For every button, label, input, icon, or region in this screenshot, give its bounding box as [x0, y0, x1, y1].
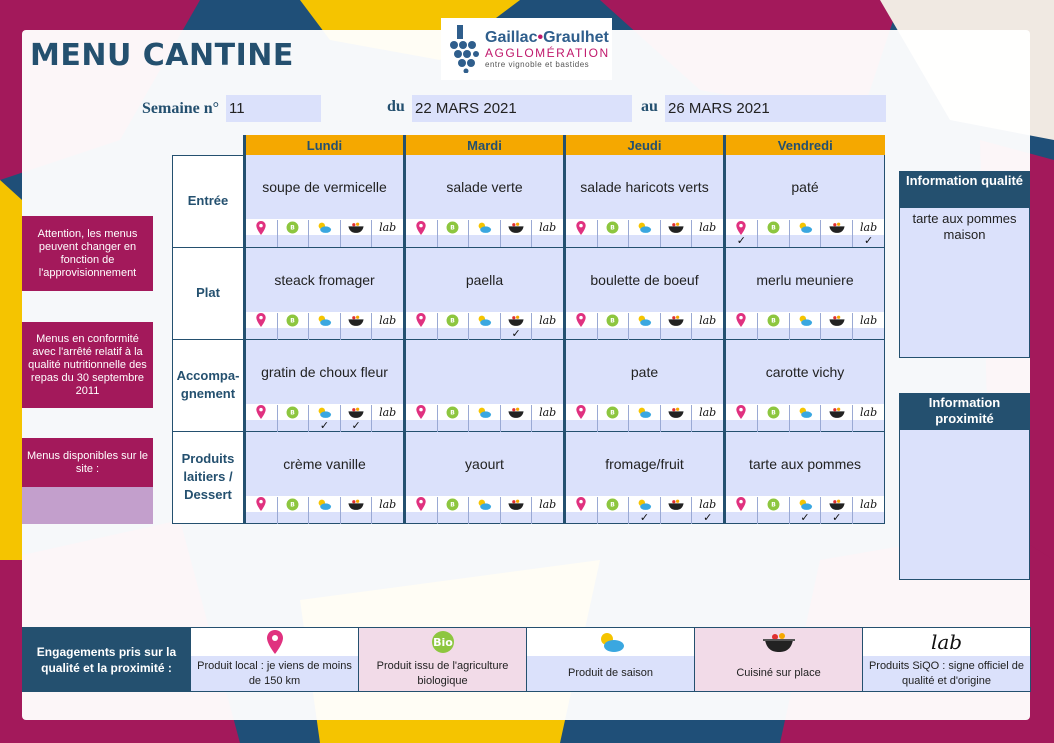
menu-cell[interactable]: [725, 431, 885, 523]
check-box[interactable]: [469, 328, 501, 340]
check-box[interactable]: [853, 420, 884, 432]
check-box[interactable]: ✓: [341, 420, 373, 432]
check-box[interactable]: [469, 512, 501, 524]
check-box[interactable]: [566, 235, 598, 247]
cooking-pot-icon: [763, 630, 795, 654]
from-label: du: [387, 98, 405, 115]
organic-icon: [438, 220, 470, 235]
season-weather-icon: [790, 313, 822, 328]
check-box[interactable]: ✓: [703, 511, 713, 524]
check-box[interactable]: [758, 235, 790, 247]
legend: [191, 627, 1031, 692]
organic-icon: [438, 405, 470, 420]
check-box[interactable]: [629, 328, 661, 340]
location-pin-icon: [406, 405, 438, 420]
label-checks: [406, 512, 563, 524]
label-icons: [406, 404, 563, 420]
cooking-pot-icon: [661, 313, 693, 328]
engagements-title: Engagements pris sur la qualité et la proximité :: [22, 627, 191, 692]
check-box[interactable]: [661, 328, 693, 340]
check-box[interactable]: [726, 420, 758, 432]
label-icons: [726, 219, 884, 235]
label-icons: [246, 312, 403, 328]
check-box[interactable]: [309, 235, 341, 247]
label-icons: [566, 219, 723, 235]
week-label: Semaine n°: [142, 100, 220, 117]
check-box[interactable]: [532, 512, 563, 524]
logo-agglomeration: AGGLOMÉRATION: [485, 45, 610, 60]
logo-name-2: Graulhet: [543, 28, 609, 46]
info-proximity-body[interactable]: [899, 429, 1030, 580]
from-date-field[interactable]: 22 MARS 2021: [412, 95, 632, 122]
check-box[interactable]: [278, 512, 310, 524]
check-box[interactable]: [246, 328, 278, 340]
lab-label-icon: lab: [860, 221, 878, 234]
svg-text:B: B: [290, 224, 296, 232]
label-checks: [726, 328, 884, 340]
check-box[interactable]: [246, 512, 278, 524]
notice-site: Menus disponibles sur le site :: [22, 438, 153, 487]
to-label: au: [641, 98, 658, 115]
week-field[interactable]: 11: [226, 95, 321, 122]
check-box[interactable]: [758, 420, 790, 432]
legend-siqo: lab Produits SiQO : signe officiel de qualité et d'origine: [863, 627, 1031, 692]
lab-label-icon: lab: [860, 497, 878, 511]
check-box[interactable]: [629, 420, 661, 432]
check-box[interactable]: [309, 328, 341, 340]
check-box[interactable]: [758, 512, 790, 524]
check-box[interactable]: [372, 235, 403, 247]
menu-cell[interactable]: [245, 431, 405, 523]
info-quality-body[interactable]: tarte aux pommes maison: [899, 207, 1030, 358]
svg-text:B: B: [290, 501, 296, 509]
location-pin-icon: [726, 313, 758, 328]
check-box[interactable]: [598, 512, 630, 524]
organic-icon: [758, 497, 790, 512]
season-weather-icon: [629, 405, 661, 420]
svg-text:B: B: [770, 224, 776, 232]
svg-text:B: B: [610, 501, 616, 509]
check-box[interactable]: ✓: [309, 420, 341, 432]
label-icons: [406, 219, 563, 235]
cooking-pot-icon: [341, 313, 373, 328]
check-box[interactable]: [309, 512, 341, 524]
season-weather-icon: [629, 497, 661, 512]
check-box[interactable]: [532, 328, 563, 340]
gaillac-graulhet-logo: Gaillac•Graulhet AGGLOMÉRATION entre vignoble et bastides: [441, 18, 612, 80]
cooking-pot-icon: [661, 220, 693, 235]
cooking-pot-icon: [341, 405, 373, 420]
dish-name: gratin de choux fleur: [261, 363, 388, 380]
check-box[interactable]: [790, 235, 822, 247]
location-pin-icon: [406, 313, 438, 328]
season-weather-icon: [596, 630, 626, 654]
day-header: Jeudi: [565, 135, 725, 155]
label-checks: [246, 420, 403, 432]
season-weather-icon: [629, 220, 661, 235]
dish-name: boulette de boeuf: [590, 271, 699, 288]
legend-cooked: Cuisiné sur place: [695, 627, 863, 692]
lab-label-icon: lab: [539, 221, 557, 234]
lab-label-icon: lab: [860, 313, 878, 327]
check-box[interactable]: [790, 420, 822, 432]
location-pin-icon: [566, 220, 598, 235]
location-pin-icon: [566, 497, 598, 512]
organic-icon: [758, 313, 790, 328]
menu-cell[interactable]: [405, 247, 565, 339]
organic-icon: [278, 497, 310, 512]
menu-cell[interactable]: [245, 339, 405, 431]
check-box[interactable]: [501, 512, 533, 524]
dish-name: [406, 340, 563, 404]
label-checks: [246, 512, 403, 524]
location-pin-icon: [726, 405, 758, 420]
location-pin-icon: [246, 497, 278, 512]
cooking-pot-icon: [501, 405, 533, 420]
check-box[interactable]: ✓: [629, 512, 661, 524]
menu-cell[interactable]: [565, 339, 725, 431]
label-checks: [246, 235, 403, 247]
organic-icon: [598, 220, 630, 235]
cooking-pot-icon: [501, 313, 533, 328]
label-icons: [726, 312, 884, 328]
course-label: Entrée: [173, 155, 245, 247]
menu-cell[interactable]: [725, 339, 885, 431]
day-header: Vendredi: [725, 135, 885, 155]
dish-name: crème vanille: [283, 455, 366, 472]
check-box[interactable]: [853, 512, 884, 524]
check-box[interactable]: [598, 235, 630, 247]
check-box[interactable]: [406, 328, 438, 340]
check-box[interactable]: [438, 512, 470, 524]
lab-label-icon: lab: [699, 221, 717, 234]
course-label: Plat: [173, 247, 245, 339]
check-box[interactable]: [469, 235, 501, 247]
dish-name: soupe de vermicelle: [262, 179, 387, 195]
location-pin-icon: [267, 630, 283, 654]
season-weather-icon: [790, 497, 822, 512]
location-pin-icon: [566, 405, 598, 420]
lab-label-icon: lab: [699, 405, 717, 419]
check-box[interactable]: [821, 328, 853, 340]
lab-label-icon: lab: [699, 313, 717, 327]
check-box[interactable]: [566, 328, 598, 340]
check-box[interactable]: [406, 420, 438, 432]
dish-name: fromage/fruit: [605, 455, 684, 472]
dish-name: pate: [630, 363, 659, 380]
organic-icon: [431, 630, 455, 654]
location-pin-icon: [566, 313, 598, 328]
dish-name: paté: [791, 179, 819, 195]
check-box[interactable]: [598, 420, 630, 432]
check-box[interactable]: [661, 235, 693, 247]
season-weather-icon: [309, 313, 341, 328]
cooking-pot-icon: [821, 220, 853, 235]
organic-icon: [598, 313, 630, 328]
label-checks: [566, 328, 723, 340]
location-pin-icon: [406, 497, 438, 512]
check-box[interactable]: [438, 328, 470, 340]
label-icons: [566, 496, 723, 512]
season-weather-icon: [790, 220, 822, 235]
svg-text:B: B: [610, 317, 616, 325]
dish-name: steack fromager: [274, 271, 375, 288]
lab-label-icon: lab: [539, 405, 557, 419]
check-box[interactable]: [566, 512, 598, 524]
menu-table: [172, 135, 885, 524]
menu-row: [173, 155, 885, 247]
label-checks: [726, 420, 884, 432]
legend-bio: Bio Produit issu de l'agriculture biologique: [359, 627, 527, 692]
svg-text:B: B: [770, 501, 776, 509]
svg-text:B: B: [610, 409, 616, 417]
menu-cell[interactable]: [405, 155, 565, 247]
menu-cell[interactable]: [405, 431, 565, 523]
label-icons: [566, 312, 723, 328]
check-box[interactable]: [821, 420, 853, 432]
menu-cell[interactable]: [565, 247, 725, 339]
organic-icon: [758, 220, 790, 235]
page-title: MENU CANTINE: [30, 38, 294, 73]
lab-label-icon: lab: [379, 313, 397, 327]
check-box[interactable]: [692, 235, 723, 247]
label-icons: [246, 496, 403, 512]
season-weather-icon: [629, 313, 661, 328]
location-pin-icon: [726, 497, 758, 512]
lab-label-icon: lab: [379, 497, 397, 511]
organic-icon: [278, 313, 310, 328]
organic-icon: [598, 497, 630, 512]
dish-name: salade haricots verts: [580, 179, 709, 195]
location-pin-icon: [246, 405, 278, 420]
check-box[interactable]: [341, 512, 373, 524]
check-box[interactable]: [758, 328, 790, 340]
cooking-pot-icon: [341, 497, 373, 512]
check-box[interactable]: [692, 420, 723, 432]
location-pin-icon: [726, 220, 758, 235]
season-weather-icon: [469, 405, 501, 420]
menu-cell[interactable]: [245, 155, 405, 247]
check-box[interactable]: [406, 235, 438, 247]
check-box[interactable]: [341, 235, 373, 247]
check-box[interactable]: [501, 235, 533, 247]
check-box[interactable]: ✓: [821, 512, 853, 524]
organic-icon: [438, 497, 470, 512]
season-weather-icon: [790, 405, 822, 420]
lab-label-icon: lab: [379, 405, 397, 419]
info-quality-title: Information qualité: [899, 171, 1030, 207]
check-box[interactable]: [853, 328, 884, 340]
notice-conformite: Menus en conformité avec l'arrêté relatif à la qualité nutritionnelle des repas du 30 septembre 2011: [22, 322, 153, 408]
cooking-pot-icon: [341, 220, 373, 235]
check-box[interactable]: [821, 235, 853, 247]
label-checks: [726, 235, 884, 247]
menu-row: [173, 339, 885, 431]
check-box[interactable]: [501, 420, 533, 432]
organic-icon: [598, 405, 630, 420]
label-icons: [246, 404, 403, 420]
check-box[interactable]: ✓: [863, 235, 874, 247]
dish-name: salade verte: [446, 179, 523, 195]
label-checks: [566, 420, 723, 432]
legend-local: Produit local : je viens de moins de 150 km: [191, 627, 359, 692]
cooking-pot-icon: [501, 220, 533, 235]
svg-text:B: B: [770, 409, 776, 417]
check-box[interactable]: [566, 420, 598, 432]
check-box[interactable]: [469, 420, 501, 432]
menu-cell[interactable]: [565, 431, 725, 523]
check-box[interactable]: [661, 420, 693, 432]
organic-icon: [438, 313, 470, 328]
check-box[interactable]: [726, 512, 758, 524]
label-checks: [246, 328, 403, 340]
cooking-pot-icon: [821, 497, 853, 512]
check-box[interactable]: ✓: [790, 512, 822, 524]
label-icons: [726, 496, 884, 512]
label-checks: [406, 328, 563, 340]
check-box[interactable]: [372, 420, 403, 432]
menu-cell[interactable]: [565, 155, 725, 247]
day-header: Lundi: [245, 135, 405, 155]
check-box[interactable]: [246, 420, 278, 432]
menu-row: [173, 431, 885, 523]
info-proximity-title: Information proximité: [899, 393, 1030, 429]
label-icons: [246, 219, 403, 235]
season-weather-icon: [469, 313, 501, 328]
menu-row: [173, 247, 885, 339]
check-box[interactable]: [406, 512, 438, 524]
label-icons: [566, 404, 723, 420]
menu-cell[interactable]: [725, 155, 885, 247]
check-box[interactable]: [598, 328, 630, 340]
check-box[interactable]: [726, 328, 758, 340]
course-label: Produits laitiers / Dessert: [173, 431, 245, 523]
lab-label-icon: lab: [699, 497, 717, 511]
check-box[interactable]: [278, 235, 310, 247]
label-icons: [726, 404, 884, 420]
organic-icon: [758, 405, 790, 420]
lab-label-icon: lab: [930, 630, 963, 654]
dish-name: yaourt: [465, 455, 504, 472]
check-box[interactable]: [438, 420, 470, 432]
season-weather-icon: [469, 220, 501, 235]
label-checks: [566, 512, 723, 524]
lab-label-icon: lab: [379, 221, 397, 234]
svg-text:B: B: [610, 224, 616, 232]
to-date-field[interactable]: 26 MARS 2021: [665, 95, 886, 122]
check-box[interactable]: [278, 420, 310, 432]
svg-text:Bio: Bio: [432, 636, 453, 649]
cooking-pot-icon: [661, 497, 693, 512]
check-box[interactable]: [790, 328, 822, 340]
cooking-pot-icon: [661, 405, 693, 420]
location-pin-icon: [406, 220, 438, 235]
svg-text:B: B: [450, 409, 456, 417]
svg-text:B: B: [450, 224, 456, 232]
season-weather-icon: [469, 497, 501, 512]
logo-tagline: entre vignoble et bastides: [485, 59, 590, 69]
check-box[interactable]: [692, 328, 723, 340]
label-icons: [406, 312, 563, 328]
svg-text:B: B: [450, 501, 456, 509]
label-checks: [406, 420, 563, 432]
lab-label-icon: lab: [539, 313, 557, 327]
cooking-pot-icon: [821, 405, 853, 420]
check-box[interactable]: [372, 328, 403, 340]
label-checks: [726, 512, 884, 524]
cooking-pot-icon: [501, 497, 533, 512]
lab-label-icon: lab: [539, 497, 557, 511]
check-box[interactable]: ✓: [501, 328, 533, 340]
dish-name: merlu meuniere: [756, 271, 854, 288]
check-box[interactable]: [246, 235, 278, 247]
svg-text:B: B: [450, 317, 456, 325]
svg-text:B: B: [290, 317, 296, 325]
menu-cell[interactable]: [725, 247, 885, 339]
dish-name: carotte vichy: [765, 363, 845, 380]
season-weather-icon: [309, 220, 341, 235]
menu-cell[interactable]: [405, 339, 565, 431]
menu-cell[interactable]: [245, 247, 405, 339]
check-box[interactable]: [661, 512, 693, 524]
site-link-field[interactable]: [22, 487, 153, 524]
lab-label-icon: lab: [860, 405, 878, 419]
check-box[interactable]: [629, 235, 661, 247]
check-box[interactable]: [438, 235, 470, 247]
organic-icon: [278, 220, 310, 235]
location-pin-icon: [246, 220, 278, 235]
svg-text:B: B: [770, 317, 776, 325]
label-icons: [406, 496, 563, 512]
day-header: Mardi: [405, 135, 565, 155]
location-pin-icon: [246, 313, 278, 328]
course-label: Accompa-gnement: [173, 339, 245, 431]
legend-season: Produit de saison: [527, 627, 695, 692]
dish-name: tarte aux pommes: [748, 455, 862, 472]
svg-text:B: B: [290, 409, 296, 417]
check-box[interactable]: [278, 328, 310, 340]
season-weather-icon: [309, 497, 341, 512]
logo-name-1: Gaillac: [485, 28, 538, 46]
check-box[interactable]: [341, 328, 373, 340]
check-box[interactable]: [532, 235, 563, 247]
check-box[interactable]: [372, 512, 403, 524]
grape-logo-icon: [449, 25, 479, 73]
label-checks: [566, 235, 723, 247]
dish-name: paella: [465, 271, 504, 288]
cooking-pot-icon: [821, 313, 853, 328]
check-box[interactable]: [532, 420, 563, 432]
check-box[interactable]: ✓: [726, 235, 758, 247]
label-checks: [406, 235, 563, 247]
season-weather-icon: [309, 405, 341, 420]
organic-icon: [278, 405, 310, 420]
notice-approvisionnement: Attention, les menus peuvent changer en fonction de l'approvisionnement: [22, 216, 153, 291]
